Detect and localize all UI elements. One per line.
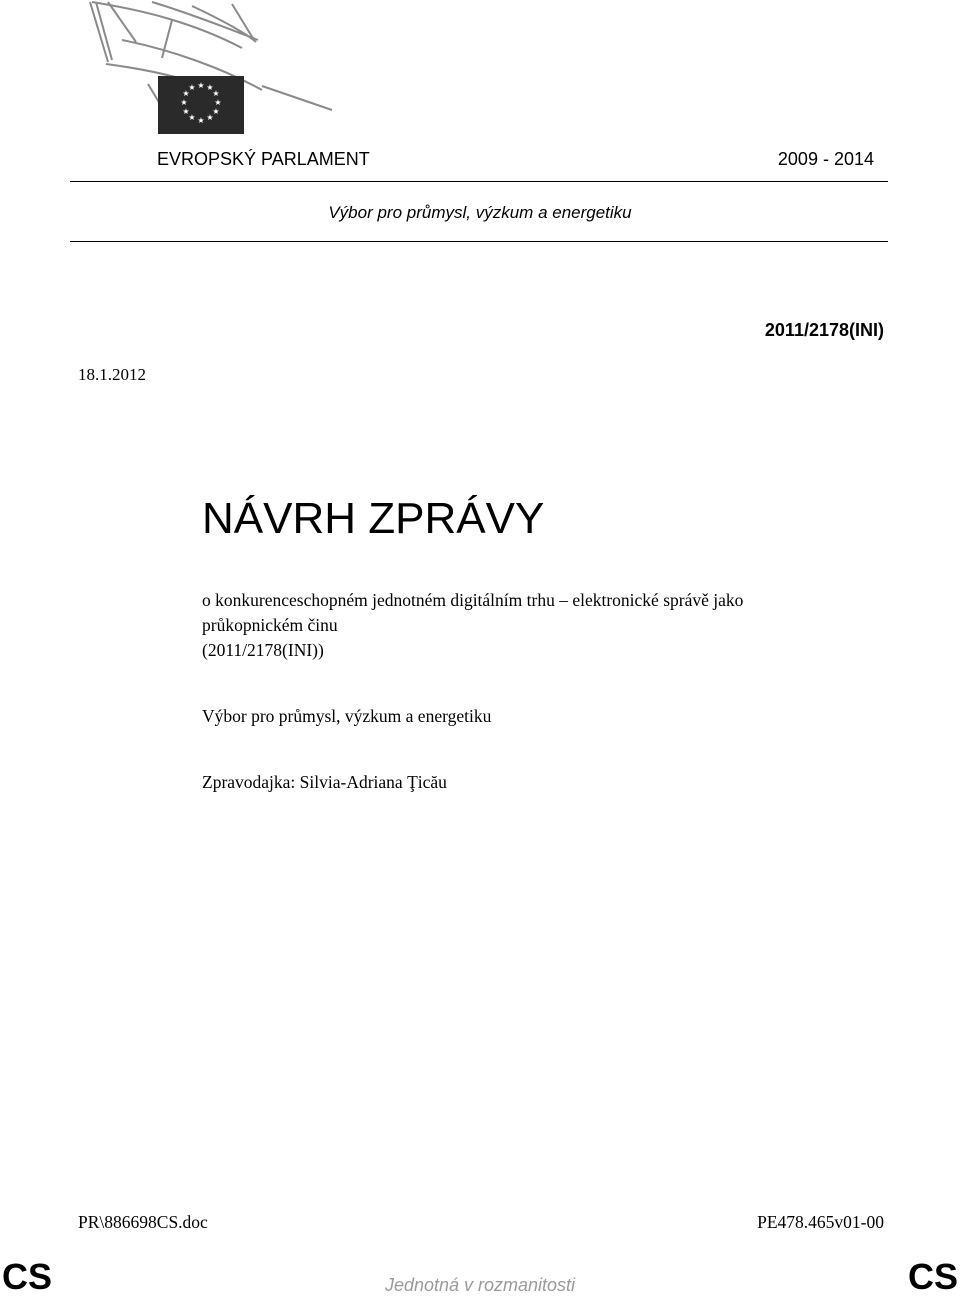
svg-text:★: ★ (188, 113, 196, 122)
subject-line-2: průkopnickém činu (202, 615, 338, 635)
language-code-left: CS (2, 1256, 53, 1297)
parliamentary-term: 2009 - 2014 (777, 149, 874, 169)
svg-text:★: ★ (182, 107, 190, 116)
subject-line-1: o konkurenceschopném jednotném digitálním trhu – elektronické správě jako (202, 590, 744, 610)
document-date: 18.1.2012 (78, 365, 146, 384)
european-parliament-logo (82, 0, 342, 140)
pe-reference: PE478.465v01-00 (757, 1212, 884, 1232)
language-code-right: CS (907, 1256, 958, 1297)
svg-text:★: ★ (206, 83, 214, 92)
rapporteur: Zpravodajka: Silvia-Adriana Ţicău (202, 772, 447, 792)
svg-text:★: ★ (182, 89, 190, 98)
svg-text:★: ★ (188, 83, 196, 92)
svg-text:★: ★ (212, 107, 220, 116)
svg-text:★: ★ (180, 98, 188, 107)
svg-text:★: ★ (206, 113, 214, 122)
svg-text:★: ★ (197, 81, 205, 90)
svg-text:★: ★ (212, 89, 220, 98)
subject-procedure: (2011/2178(INI)) (202, 640, 324, 660)
procedure-number: 2011/2178(INI) (764, 320, 884, 340)
eu-motto: Jednotná v rozmanitosti (384, 1275, 576, 1295)
committee-header: Výbor pro průmysl, výzkum a energetiku (328, 203, 632, 222)
header-divider-bottom (70, 241, 888, 242)
header-divider-top (70, 181, 888, 182)
committee-name: Výbor pro průmysl, výzkum a energetiku (202, 706, 492, 726)
document-type-title: NÁVRH ZPRÁVY (202, 494, 545, 543)
institution-name: EVROPSKÝ PARLAMENT (157, 149, 370, 169)
file-reference: PR\886698CS.doc (78, 1212, 208, 1232)
svg-text:★: ★ (214, 98, 222, 107)
svg-text:★: ★ (197, 116, 205, 125)
